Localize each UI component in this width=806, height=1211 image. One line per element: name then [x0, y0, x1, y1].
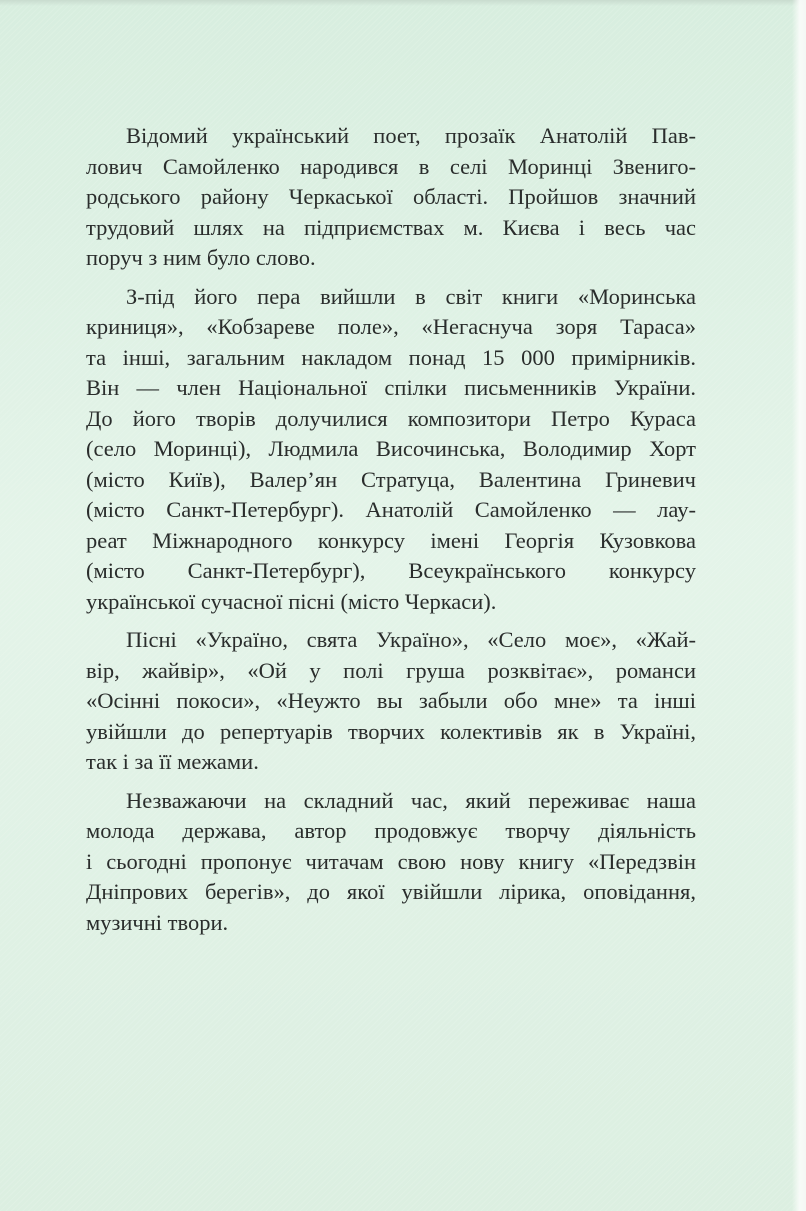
text-line: музичні твори. — [86, 909, 229, 935]
text-line: Відомий український поет, прозаїк Анатолій Пав- — [126, 123, 696, 148]
text-line: (село Моринці), Людмила Височинська, Володимир Хорт — [86, 436, 696, 461]
cover-top-edge — [0, 0, 806, 6]
text-line: та інші, загальним накладом понад 15 000 примірників. — [86, 344, 696, 370]
text-line: Пісні «Україно, свята Україно», «Село моє», «Жай- — [126, 627, 696, 652]
text-line: молода держава, автор продовжує творчу діяльність — [86, 818, 696, 843]
text-line: трудовий шлях на підприємствах м. Києва і весь час — [86, 214, 696, 240]
text-line: реат Міжнародного конкурсу імені Георгія Кузовкова — [86, 527, 696, 553]
biography-paragraph-3 — [86, 625, 696, 778]
text-line: До його творів долучилися композитори Петро Кураса — [86, 405, 696, 431]
text-line: (місто Санкт-Петербург), Всеукраїнського конкурсу — [86, 558, 696, 583]
text-line: поруч з ним було слово. — [86, 245, 316, 270]
text-line: лович Самойленко народився в селі Моринці Звениго- — [86, 153, 696, 179]
text-line: вір, жайвір», «Ой у полі груша розквітає», романси — [86, 657, 696, 683]
text-line: Дніпрових берегів», до якої увійшли лірика, оповідання, — [86, 879, 696, 904]
text-line: так і за її межами. — [86, 749, 259, 774]
author-biography — [86, 121, 696, 946]
biography-paragraph-4 — [86, 786, 696, 939]
text-line: увійшли до репертуарів творчих колективів як в Україні, — [86, 718, 696, 744]
biography-paragraph-2 — [86, 282, 696, 618]
text-line: криниця», «Кобзареве поле», «Негаснуча зоря Тараса» — [86, 314, 696, 339]
text-line: Він — член Національної спілки письменників України. — [86, 375, 696, 400]
text-line: (місто Санкт-Петербург). Анатолій Самойленко — лау- — [86, 497, 696, 522]
biography-paragraph-1 — [86, 121, 696, 274]
text-line: З-під його пера вийшли в світ книги «Моринська — [126, 283, 696, 309]
text-line: родського району Черкаської області. Пройшов значний — [86, 184, 696, 209]
page-edge — [792, 0, 806, 1211]
text-line: і сьогодні пропонує читачам свою нову книгу «Передзвін — [86, 848, 696, 874]
text-line: «Осінні покоси», «Неужто вы забыли обо мне» та інші — [86, 688, 696, 713]
text-line: української сучасної пісні (місто Черкаси). — [86, 588, 497, 614]
text-line: (місто Київ), Валер’ян Стратуца, Валентина Гриневич — [86, 466, 696, 492]
text-line: Незважаючи на складний час, який переживає наша — [126, 787, 696, 813]
